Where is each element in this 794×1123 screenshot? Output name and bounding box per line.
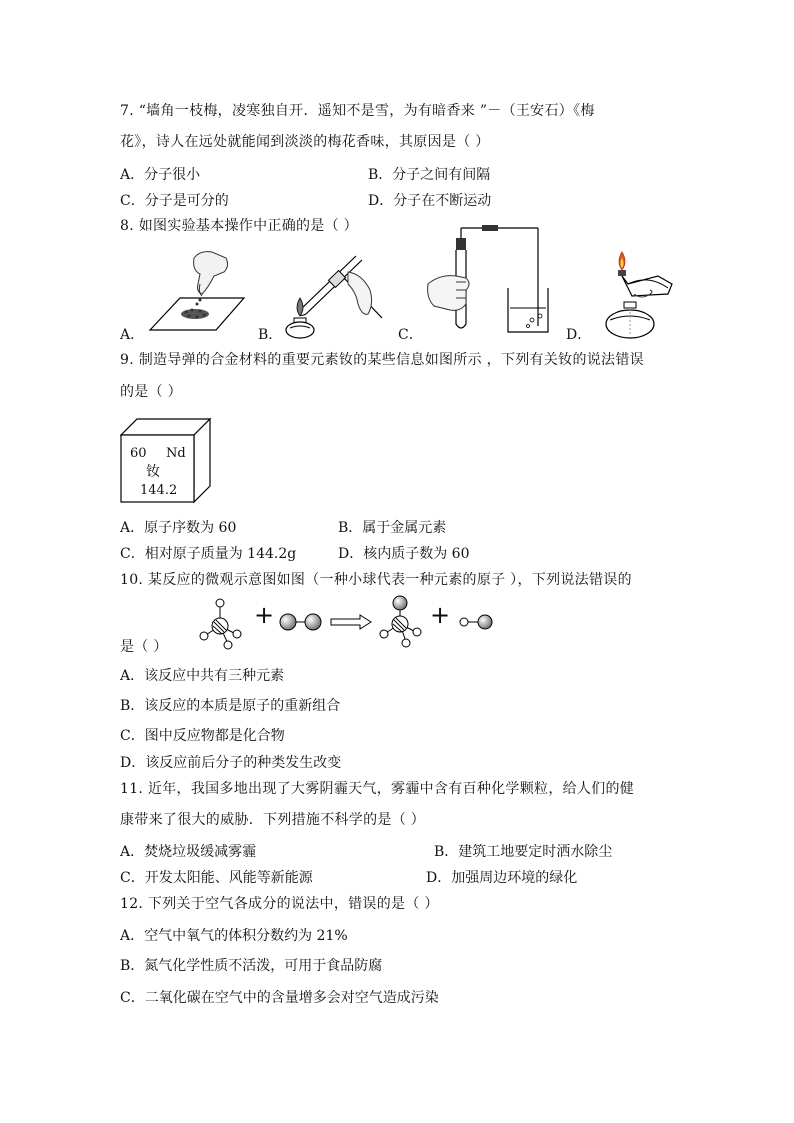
q8-label-b: B．	[258, 327, 283, 343]
q9-stem-line1: 9. 制造导弹的合金材料的重要元素钕的某些信息如图所示 ，下列有关钕的说法错误	[120, 352, 644, 368]
q9-element-number: 60	[130, 446, 147, 461]
q9-element-name: 钕	[146, 464, 160, 480]
q8-figure-b-heating-test-tube	[278, 244, 388, 340]
q12-stem: 12. 下列关于空气各成分的说法中，错误的是（ ）	[120, 896, 439, 912]
q11-option-d: D．加强周边环境的绿化	[426, 870, 578, 886]
q10-option-d: D．该反应前后分子的种类发生改变	[120, 755, 342, 771]
q7-option-d: D．分子在不断运动	[368, 193, 492, 209]
q7-option-a: A．分子很小	[120, 167, 201, 183]
q9-option-a: A．原子序数为 60	[120, 520, 237, 536]
q10-option-a: A．该反应中共有三种元素	[120, 668, 285, 684]
q7-stem-line1: 7. “墙角一枝梅，凌寒独自开．遥知不是雪，为有暗香来 ”－（王安石）《梅	[120, 103, 595, 119]
q12-option-a: A．空气中氧气的体积分数约为 21%	[120, 928, 348, 944]
q7-option-b: B．分子之间有间隔	[368, 167, 491, 183]
q10-reaction-arrow	[330, 614, 372, 630]
q8-figure-c-airtightness-check	[420, 224, 550, 338]
q8-figure-a-solid-on-paper	[140, 248, 250, 338]
q9-element-mass: 144.2	[140, 483, 178, 498]
q10-plus-sign-1: +	[254, 601, 275, 629]
q10-reactant-molecule-o2	[278, 612, 324, 632]
q8-label-a: A．	[120, 327, 145, 343]
q9-option-d: D．核内质子数为 60	[338, 546, 470, 562]
q11-stem-line2: 康带来了很大的威胁．下列措施不科学的是（ ）	[120, 812, 426, 828]
q8-label-d: D．	[566, 327, 592, 343]
q10-stem-line2: 是（ ）	[120, 639, 168, 655]
q7-option-c: C．分子是可分的	[120, 193, 229, 209]
q12-option-b: B．氮气化学性质不活泼，可用于食品防腐	[120, 958, 383, 974]
q8-figure-d-lighting-alcohol-lamp	[588, 244, 678, 340]
q9-element-symbol: Nd	[166, 446, 186, 461]
q7-stem-line2: 花》，诗人在远处就能闻到淡淡的梅花香味，其原因是（ ）	[120, 134, 490, 150]
q9-option-c: C．相对原子质量为 144.2g	[120, 546, 297, 562]
q10-option-b: B．该反应的本质是原子的重新组合	[120, 698, 341, 714]
q10-reactant-molecule-ch4	[196, 596, 252, 652]
q11-option-b: B．建筑工地要定时洒水除尘	[434, 844, 613, 860]
q10-stem-line1: 10. 某反应的微观示意图如图（一种小球代表一种元素的原子 ），下列说法错误的	[120, 572, 632, 588]
q11-option-a: A．焚烧垃圾缓减雾霾	[120, 844, 257, 860]
q12-option-c: C．二氧化碳在空气中的含量增多会对空气造成污染	[120, 990, 439, 1006]
q10-product-molecule-diatomic	[458, 612, 494, 632]
q8-label-c: C．	[398, 327, 423, 343]
q8-stem: 8. 如图实验基本操作中正确的是（ ）	[120, 218, 358, 234]
q10-product-molecule	[376, 594, 432, 650]
q11-stem-line1: 11. 近年，我国多地出现了大雾阴霾天气，雾霾中含有百种化学颗粒，给人们的健	[120, 781, 635, 797]
q11-option-c: C．开发太阳能、风能等新能源	[120, 870, 313, 886]
q9-stem-line2: 的是（ ）	[120, 384, 182, 400]
q10-plus-sign-2: +	[430, 601, 451, 629]
q9-option-b: B．属于金属元素	[338, 520, 447, 536]
q10-option-c: C．图中反应物都是化合物	[120, 728, 285, 744]
